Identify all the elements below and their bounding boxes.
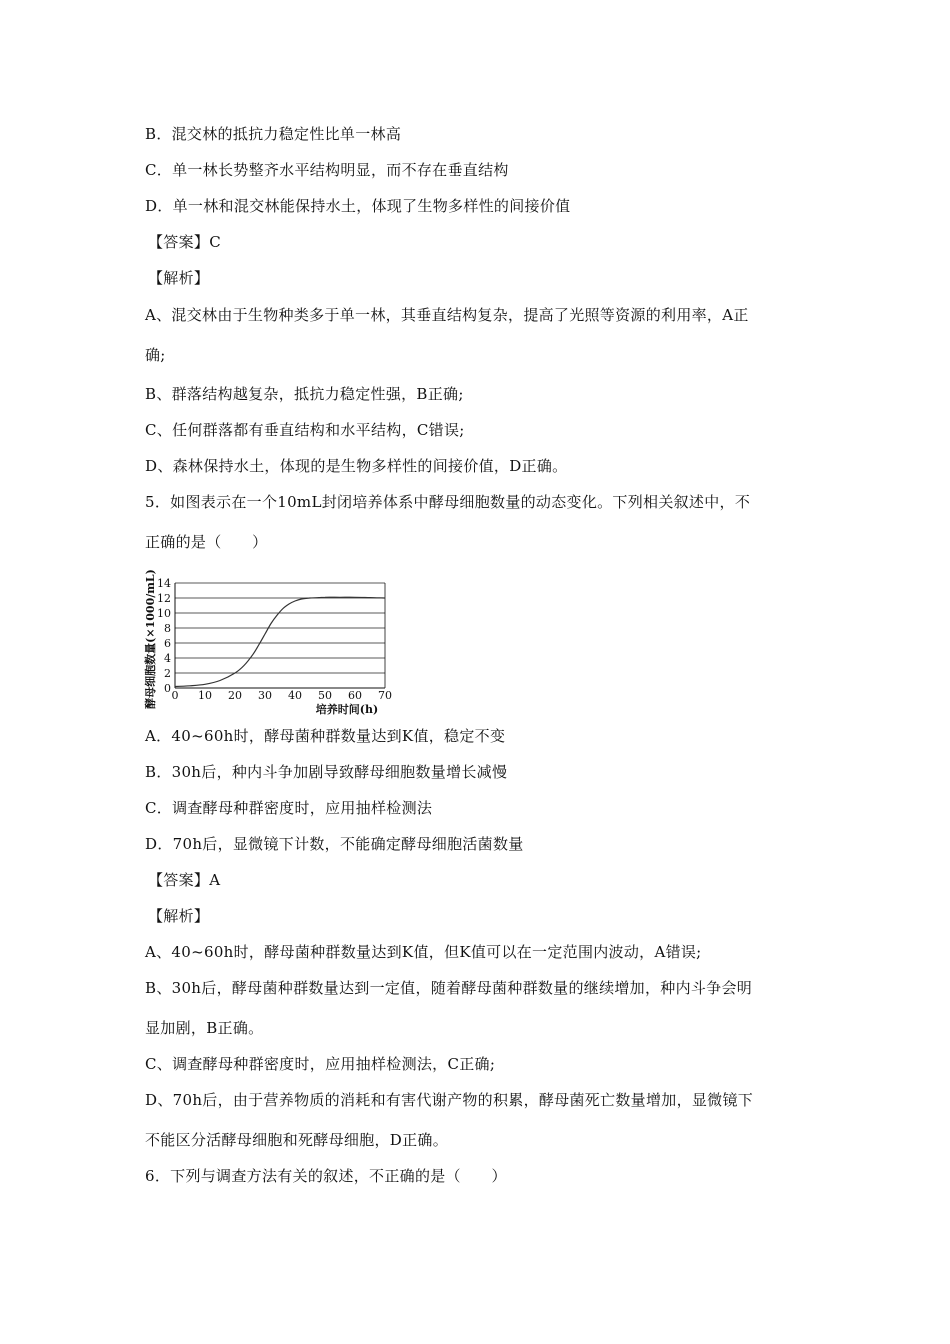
chart-y-tick-label: 12 [157,592,171,605]
chart-x-axis-label: 培养时间(h) [315,703,379,715]
chart-x-tick-label: 20 [228,689,242,702]
chart-y-tick-label: 4 [164,652,171,665]
chart-gridlines [175,583,385,673]
chart-y-tick-label: 10 [157,607,171,620]
q5-option-b: B．30h后，种内斗争加剧导致酵母细胞数量增长减慢 [145,763,508,781]
q4-analysis-c: C、任何群落都有垂直结构和水平结构，C错误; [145,421,465,439]
chart-y-tick-label: 8 [164,622,171,635]
q4-analysis-a-line1: A、混交林由于生物种类多于单一林，其垂直结构复杂，提高了光照等资源的利用率，A正 [145,306,749,324]
q4-analysis-b: B、群落结构越复杂，抵抗力稳定性强，B正确; [145,385,464,403]
q5-answer: 【答案】A [148,871,221,889]
q5-option-a: A．40~60h时，酵母菌种群数量达到K值，稳定不变 [145,727,506,745]
chart-x-tick-label: 40 [288,689,302,702]
chart-axes [175,583,385,688]
chart-x-tick-label: 0 [171,689,179,702]
q4-option-b: B．混交林的抵抗力稳定性比单一林高 [145,125,402,143]
q5-option-c: C．调查酵母种群密度时，应用抽样检测法 [145,799,433,817]
q5-analysis-c: C、调查酵母种群密度时，应用抽样检测法，C正确; [145,1055,496,1073]
chart-x-tick-label: 10 [198,689,212,702]
chart-y-tick-label: 2 [164,667,171,680]
chart-x-tick-label: 70 [378,689,392,702]
chart-x-tick-label: 60 [348,689,362,702]
q5-stem-line2: 正确的是（ ） [145,533,268,551]
q5-analysis-b-line2: 显加剧，B正确。 [145,1019,264,1037]
q4-option-c: C．单一林长势整齐水平结构明显，而不存在垂直结构 [145,161,509,179]
q5-analysis-d-line1: D、70h后，由于营养物质的消耗和有害代谢产物的积累，酵母菌死亡数量增加，显微镜下 [145,1091,754,1109]
chart-x-tick-label: 30 [258,689,272,702]
chart-y-tick-labels [157,577,171,695]
chart-y-tick-label: 0 [164,682,171,695]
q4-answer: 【答案】C [148,233,221,251]
q5-analysis-a: A、40~60h时，酵母菌种群数量达到K值，但K值可以在一定范围内波动，A错误; [145,943,702,961]
q5-analysis-b-line1: B、30h后，酵母菌种群数量达到一定值，随着酵母菌种群数量的继续增加，种内斗争会明 [145,979,753,997]
q5-analysis-d-line2: 不能区分活酵母细胞和死酵母细胞，D正确。 [145,1131,449,1149]
q4-option-d: D．单一林和混交林能保持水土，体现了生物多样性的间接价值 [145,197,571,215]
chart-y-tick-label: 14 [157,577,171,590]
chart-x-tick-labels [172,689,393,702]
q4-analysis-a-line2: 确; [145,346,166,364]
q4-analysis-title: 【解析】 [148,269,210,287]
chart-x-tick-label: 50 [318,689,332,702]
chart-y-tick-label: 6 [164,637,171,650]
q4-analysis-d: D、森林保持水土，体现的是生物多样性的间接价值，D正确。 [145,457,568,475]
chart-y-axis-label: 酵母细胞数量(×1000/mL) [144,569,157,709]
yeast-growth-chart [140,563,400,715]
q5-option-d: D．70h后，显微镜下计数，不能确定酵母细胞活菌数量 [145,835,524,853]
q5-stem-line1: 5．如图表示在一个10mL封闭培养体系中酵母细胞数量的动态变化。下列相关叙述中，不 [145,493,751,511]
q6-stem: 6．下列与调查方法有关的叙述，不正确的是（ ） [145,1167,507,1185]
q5-analysis-title: 【解析】 [148,907,210,925]
